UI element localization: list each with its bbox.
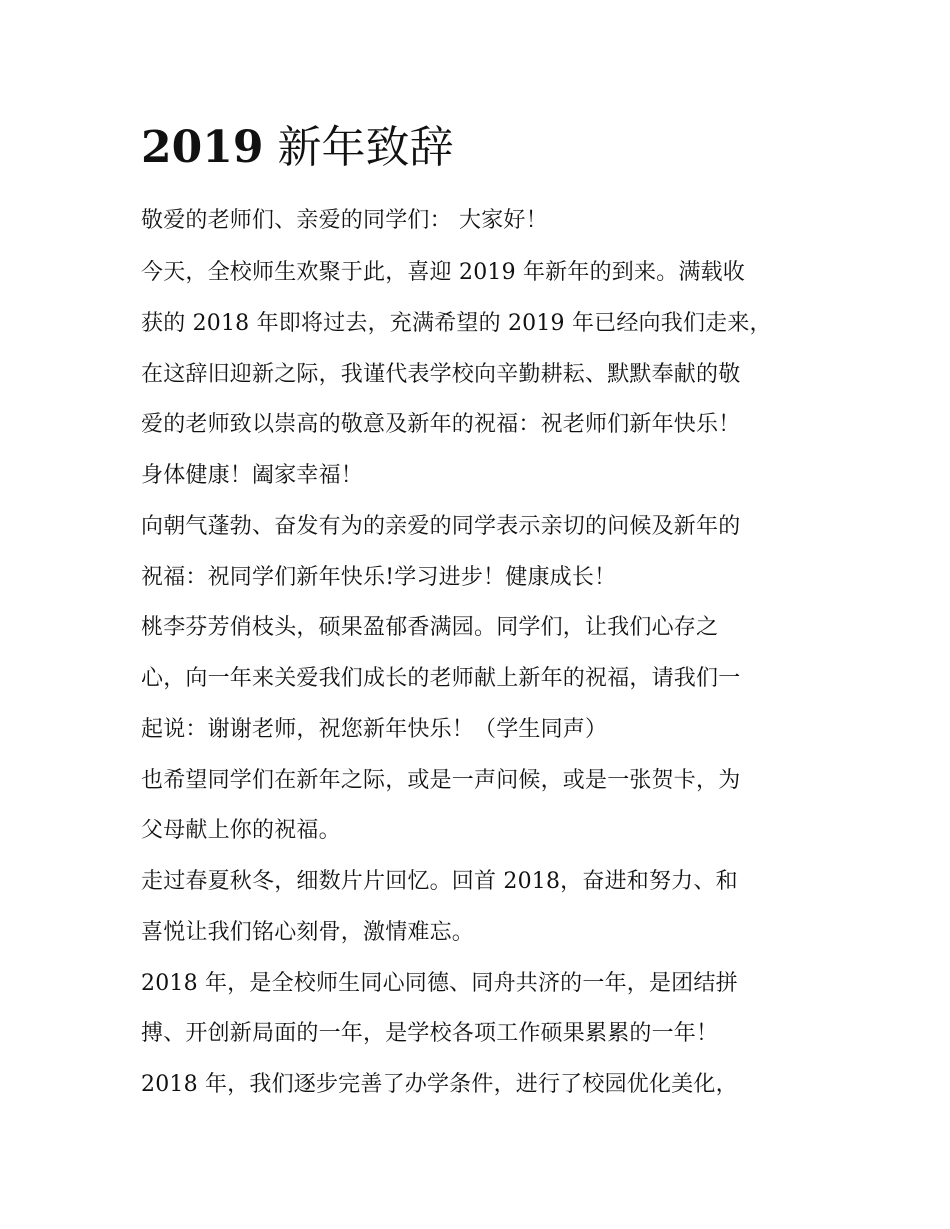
text-line: 祝福：祝同学们新年快乐!学习进步！健康成长！ xyxy=(141,565,617,590)
text-line: 身体健康！阖家幸福！ xyxy=(141,463,364,488)
text-line: 喜悦让我们铭心刻骨，激情难忘。 xyxy=(141,920,475,945)
text-line: 今天，全校师生欢聚于此，喜迎 2019 年新年的到来。满载收 xyxy=(141,260,745,285)
text-line: 桃李芬芳俏枝头，硕果盈郁香满园。同学们，让我们心存之 xyxy=(141,615,719,640)
text-line: 起说：谢谢老师，祝您新年快乐！（学生同声） xyxy=(141,717,608,742)
title-year: 2019 xyxy=(141,122,264,173)
text-line: 也希望同学们在新年之际，或是一声问候，或是一张贺卡，为 xyxy=(141,768,741,793)
text-line: 向朝气蓬勃、奋发有为的亲爱的同学表示亲切的问候及新年的 xyxy=(141,514,741,539)
document-title xyxy=(141,118,453,178)
text-line: 2018 年，是全校师生同心同德、同舟共济的一年，是团结拼 xyxy=(141,971,738,996)
text-line: 心，向一年来关爱我们成长的老师献上新年的祝福，请我们一 xyxy=(141,666,741,691)
text-line: 父母献上你的祝福。 xyxy=(141,818,341,843)
title-text: 新年致辞 xyxy=(277,122,454,173)
text-line: 获的 2018 年即将过去，充满希望的 2019 年已经向我们走来， xyxy=(141,311,772,336)
text-line: 搏、开创新局面的一年，是学校各项工作硕果累累的一年！ xyxy=(141,1021,719,1046)
text-line: 敬爱的老师们、亲爱的同学们： 大家好！ xyxy=(141,208,548,233)
text-line: 爱的老师致以崇高的敬意及新年的祝福：祝老师们新年快乐！ xyxy=(141,412,741,437)
text-line: 2018 年，我们逐步完善了办学条件，进行了校园优化美化， xyxy=(141,1072,738,1097)
text-line: 走过春夏秋冬，细数片片回忆。回首 2018，奋进和努力、和 xyxy=(141,869,738,894)
text-line: 在这辞旧迎新之际，我谨代表学校向辛勤耕耘、默默奉献的敬 xyxy=(141,362,741,387)
